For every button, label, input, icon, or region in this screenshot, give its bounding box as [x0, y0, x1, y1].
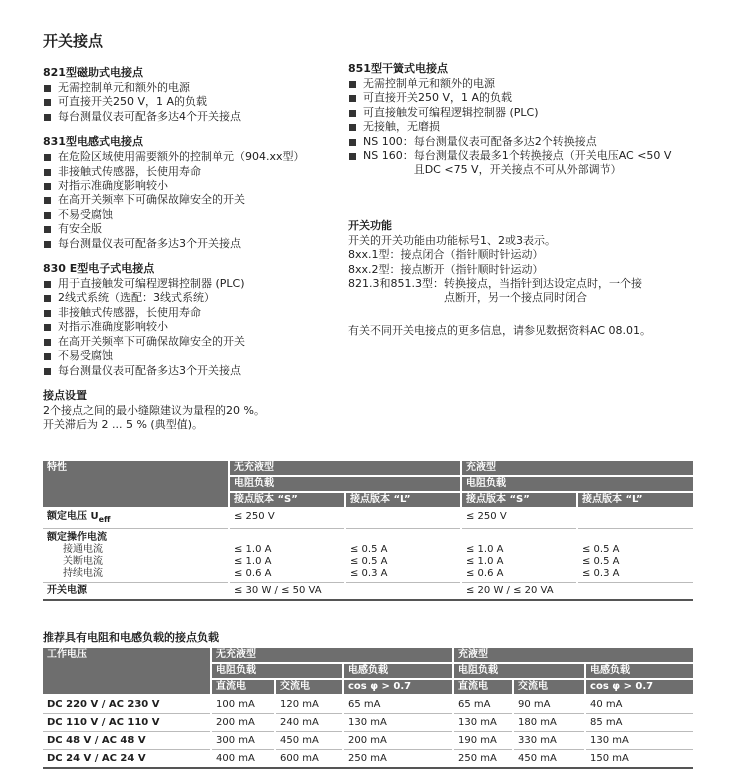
table-header: 无充液型 — [211, 648, 453, 663]
list-item: 不易受腐蚀 — [43, 208, 333, 222]
table-header: 接点版本 “S” — [461, 492, 577, 508]
table-row — [43, 529, 693, 583]
table-header: 电阻负载 — [461, 476, 693, 492]
table-cell: ≤ 1.0 A — [234, 556, 272, 567]
table-cell: 130 mA — [343, 714, 453, 732]
ns160-value-1: 每台测量仪表最多1个转换接点（开关电压AC <50 V — [413, 149, 672, 163]
table-cell: ≤ 0.5 A — [350, 544, 388, 555]
table-cell: 450 mA — [513, 750, 585, 769]
table-header: 无充液型 — [229, 461, 461, 476]
table-row — [43, 750, 693, 769]
list-item: 无接触，无磨损 — [348, 120, 708, 134]
setting-line-1: 2个接点之间的最小缝隙建议为量程的20 %。 — [43, 403, 265, 417]
table-header: 充液型 — [453, 648, 693, 663]
function-line-4 — [348, 277, 708, 306]
table-header: 接点版本 “L” — [345, 492, 461, 508]
row-label: DC 24 V / AC 24 V — [43, 750, 211, 769]
list-item: 在高开关频率下可确保故障安全的开关 — [43, 193, 333, 207]
table-cell: ≤ 1.0 A — [466, 556, 504, 567]
table-cell: 450 mA — [275, 732, 343, 750]
table-cell: 200 mA — [343, 732, 453, 750]
table-cell: ≤ 30 W / ≤ 50 VA — [229, 583, 461, 601]
row-sublabel: 接通电流 — [63, 544, 103, 555]
row-label: DC 110 V / AC 110 V — [43, 714, 211, 732]
function-value: 转换接点，当指针到达设定点时，一个接 — [443, 277, 642, 291]
row-label: 额定操作电流 — [47, 532, 107, 543]
table-cell: ≤ 250 V — [461, 508, 693, 529]
section-setting — [43, 389, 333, 433]
table-cell: ≤ 0.5 A — [582, 556, 620, 567]
ns160-key: NS 160： — [363, 149, 414, 163]
table-cell: 250 mA — [343, 750, 453, 769]
table-cell: 65 mA — [453, 695, 513, 714]
list-item: 无需控制单元和额外的电源 — [348, 77, 708, 91]
table-cell: ≤ 0.3 A — [350, 568, 388, 579]
table-cell: 190 mA — [453, 732, 513, 750]
table-cell: 40 mA — [585, 695, 693, 714]
table-header: 接点版本 “L” — [577, 492, 693, 508]
setting-line-2: 开关滞后为 2 ... 5 % (典型值)。 — [43, 418, 204, 432]
table-cell: 400 mA — [211, 750, 275, 769]
table-cell: ≤ 20 W / ≤ 20 VA — [461, 583, 693, 601]
list-item: 有安全版 — [43, 222, 333, 236]
list-item: 非接触式传感器，长使用寿命 — [43, 165, 333, 179]
function-key: 821.3和851.3型： — [348, 277, 444, 291]
table-header: 工作电压 — [43, 648, 211, 695]
list-item: 非接触式传感器，长使用寿命 — [43, 306, 333, 320]
table-cell: 100 mA — [211, 695, 275, 714]
list-item — [348, 135, 708, 149]
info-note: 有关不同开关电接点的更多信息，请参见数据资料AC 08.01。 — [348, 323, 651, 337]
table-header: 电阻负载 — [211, 663, 343, 679]
function-line-1: 开关的开关功能由功能标号1、2或3表示。 — [348, 233, 556, 247]
section-831 — [43, 135, 333, 251]
list-item: 每台测量仪表可配备多达4个开关接点 — [43, 110, 333, 124]
table-header: 电阻负载 — [453, 663, 585, 679]
table-cell: ≤ 1.0 A — [466, 544, 504, 555]
table-cell: ≤ 0.6 A — [466, 568, 504, 579]
left-column — [43, 66, 333, 444]
table-header: 直流电 — [211, 679, 275, 695]
table-cell: 600 mA — [275, 750, 343, 769]
list-item: 每台测量仪表可配备多达3个开关接点 — [43, 237, 333, 251]
row-label: DC 48 V / AC 48 V — [43, 732, 211, 750]
section-function-title: 开关功能 — [348, 218, 392, 232]
load-table — [43, 648, 693, 769]
list-item: 每台测量仪表可配备多达3个开关接点 — [43, 364, 333, 378]
section-851-title: 851型干簧式电接点 — [348, 62, 448, 75]
section-setting-title: 接点设置 — [43, 388, 87, 402]
table-cell: 90 mA — [513, 695, 585, 714]
list-item: 在危险区域使用需要额外的控制单元（904.xx型） — [43, 150, 333, 164]
section-function — [348, 219, 708, 306]
function-line-2 — [348, 248, 708, 262]
table-header: 交流电 — [513, 679, 585, 695]
section-821-title: 821型磁助式电接点 — [43, 66, 143, 79]
table-cell: 65 mA — [343, 695, 453, 714]
list-item: 在高开关频率下可确保故障安全的开关 — [43, 335, 333, 349]
function-value: 接点闭合（指针顺时针运动） — [400, 248, 544, 262]
table-cell: ≤ 250 V — [229, 508, 461, 529]
ns100-value: 每台测量仪表可配备多达2个转换接点 — [413, 134, 597, 148]
list-item — [348, 149, 708, 178]
table-header: cos φ > 0.7 — [585, 679, 693, 695]
table-cell: 150 mA — [585, 750, 693, 769]
table-header: 电感负载 — [343, 663, 453, 679]
table-cell: 240 mA — [275, 714, 343, 732]
table-header: 电感负载 — [585, 663, 693, 679]
right-column — [348, 62, 708, 338]
row-sublabel: 关断电流 — [63, 556, 103, 567]
page-title: 开关接点 — [43, 32, 104, 50]
table-cell: ≤ 1.0 A — [234, 544, 272, 555]
table-row — [43, 508, 693, 529]
table-header: 交流电 — [275, 679, 343, 695]
table-cell: ≤ 0.6 A — [234, 568, 272, 579]
table-header: 电阻负载 — [229, 476, 461, 492]
table-row — [43, 583, 693, 601]
list-item: 可直接开关250 V，1 A的负载 — [348, 91, 708, 105]
table-cell: 130 mA — [585, 732, 693, 750]
table-cell: 85 mA — [585, 714, 693, 732]
row-sublabel: 持续电流 — [63, 568, 103, 579]
list-item: 不易受腐蚀 — [43, 349, 333, 363]
list-item: 可直接开关250 V，1 A的负载 — [43, 95, 333, 109]
table-header: 直流电 — [453, 679, 513, 695]
function-value: 点断开，另一个接点同时闭合 — [443, 291, 587, 305]
table2-title: 推荐具有电阻和电感负载的接点负载 — [43, 631, 219, 644]
function-line-3 — [348, 263, 708, 277]
table-row — [43, 732, 693, 750]
table-cell: ≤ 0.5 A — [582, 544, 620, 555]
list-item: 对指示准确度影响较小 — [43, 179, 333, 193]
list-item: 可直接触发可编程逻辑控制器 (PLC) — [348, 106, 708, 120]
table-row — [43, 695, 693, 714]
table-cell: 300 mA — [211, 732, 275, 750]
table-header: 特性 — [43, 461, 229, 508]
spec-table — [43, 461, 693, 601]
table-cell: ≤ 0.5 A — [350, 556, 388, 567]
table-row — [43, 714, 693, 732]
section-830 — [43, 262, 333, 378]
table-header: cos φ > 0.7 — [343, 679, 453, 695]
row-label-sub: eff — [98, 515, 111, 524]
section-821 — [43, 66, 333, 124]
function-key: 8xx.1型： — [348, 248, 401, 262]
table-header: 充液型 — [461, 461, 693, 476]
list-item: 无需控制单元和额外的电源 — [43, 81, 333, 95]
table-cell: 130 mA — [453, 714, 513, 732]
table-cell: 250 mA — [453, 750, 513, 769]
list-item: 2线式系统（选配：3线式系统） — [43, 291, 333, 305]
function-key: 8xx.2型： — [348, 262, 401, 276]
function-value: 接点断开（指针顺时针运动） — [400, 262, 544, 276]
table-cell: 200 mA — [211, 714, 275, 732]
ns100-key: NS 100： — [363, 134, 414, 148]
ns160-value-2: 且DC <75 V，开关接点不可从外部调节） — [413, 163, 622, 177]
table-header: 接点版本 “S” — [229, 492, 345, 508]
section-830-title: 830 E型电子式电接点 — [43, 262, 155, 276]
list-item: 用于直接触发可编程逻辑控制器 (PLC) — [43, 277, 333, 291]
row-label: 额定电压 U — [47, 511, 99, 522]
section-851 — [348, 62, 708, 178]
table-cell: 180 mA — [513, 714, 585, 732]
section-831-title: 831型电感式电接点 — [43, 135, 143, 149]
row-label: 开关电源 — [43, 583, 229, 601]
list-item: 对指示准确度影响较小 — [43, 320, 333, 334]
table-cell: 330 mA — [513, 732, 585, 750]
row-label: DC 220 V / AC 230 V — [43, 695, 211, 714]
table-cell: 120 mA — [275, 695, 343, 714]
table-cell: ≤ 0.3 A — [582, 568, 620, 579]
